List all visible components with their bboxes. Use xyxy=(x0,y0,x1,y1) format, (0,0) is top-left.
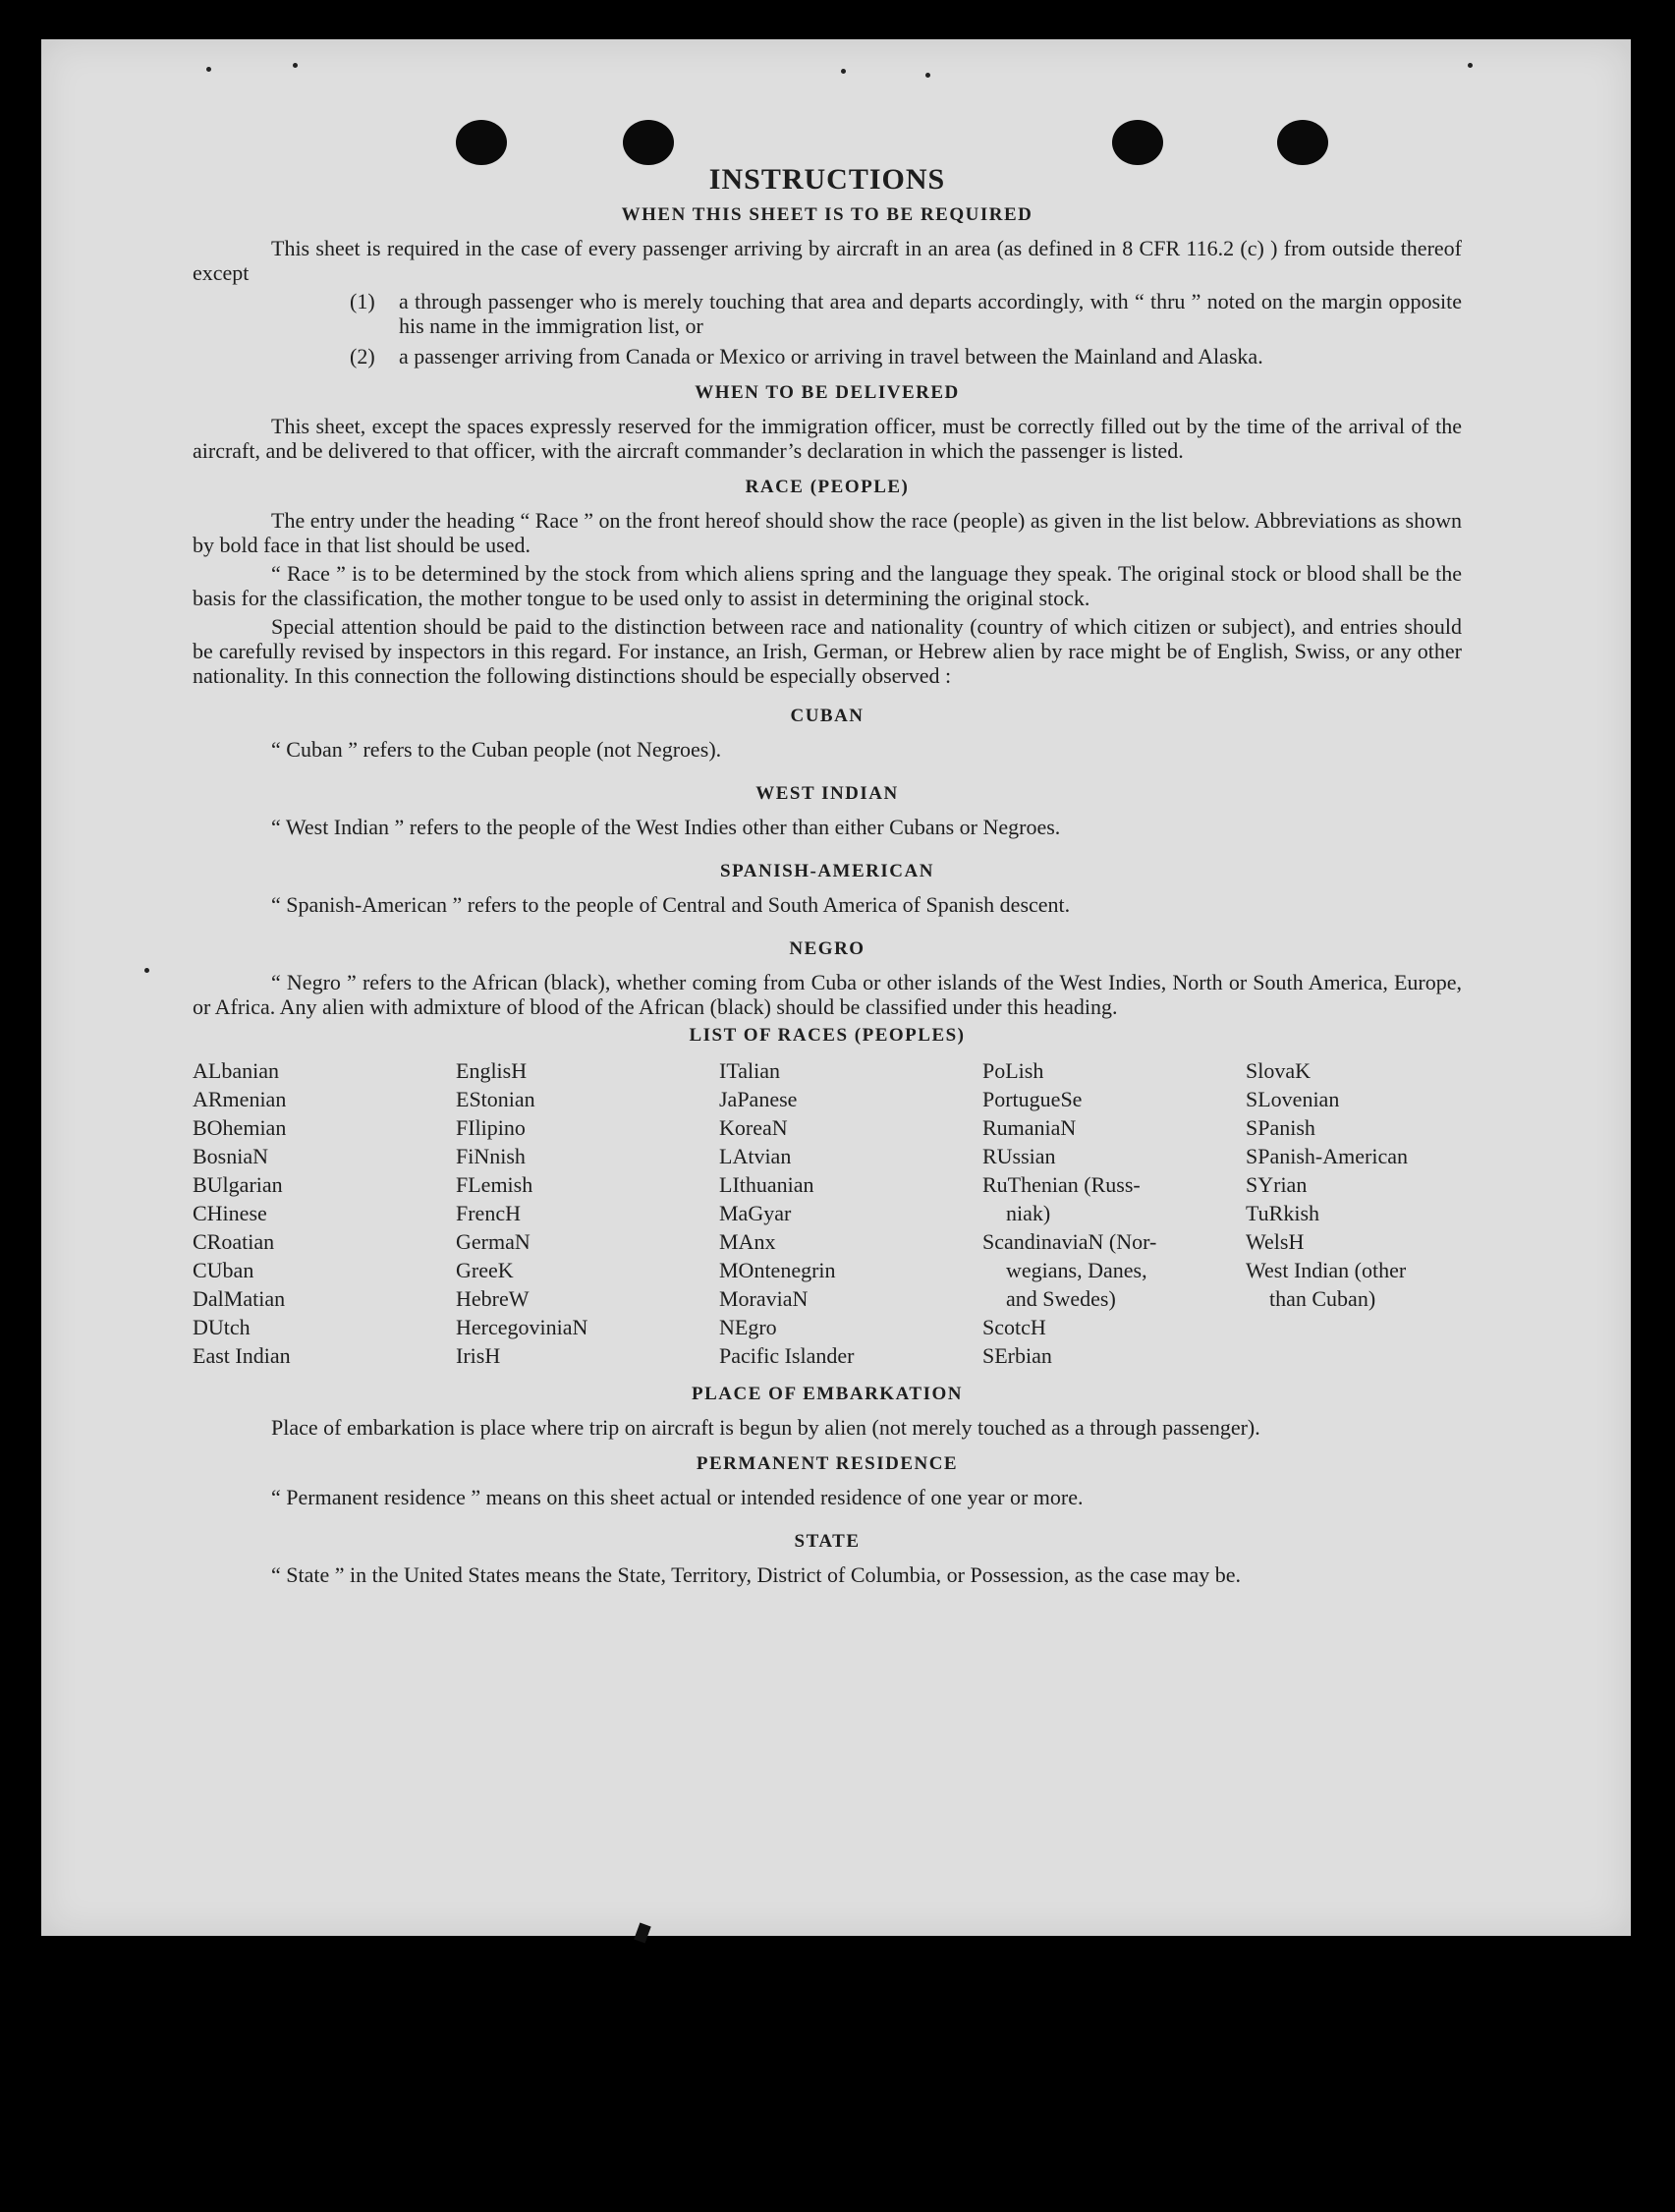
race-entry: WelsH xyxy=(1246,1229,1305,1254)
race-entry: PoLish xyxy=(982,1058,1044,1083)
race-entry: BUlgarian xyxy=(193,1172,283,1197)
instructions-content xyxy=(193,163,1462,1591)
race-entry: BOhemian xyxy=(193,1115,287,1140)
heading-when-delivered: WHEN TO BE DELIVERED xyxy=(695,382,960,403)
document-page xyxy=(41,39,1631,1936)
race-entry: FiNnish xyxy=(456,1144,526,1168)
when-delivered-text: This sheet, except the spaces expressly reserved for the immigration officer, must be correctly filled out by the time of the arrival of the aircraft, and be delivered to that officer, with the aircraft commander’s declaration in which the passenger is listed. xyxy=(193,414,1462,463)
race-entry: FrencH xyxy=(456,1201,521,1225)
race-entry: ScandinaviaN (Nor- xyxy=(982,1229,1157,1254)
spanish-american-text: “ Spanish-American ” refers to the people of Central and South America of Spanish descent. xyxy=(271,892,1071,917)
races-list xyxy=(193,1056,1462,1370)
permanent-residence-text: “ Permanent residence ” means on this sheet actual or intended residence of one year or more. xyxy=(271,1485,1084,1509)
heading-cuban: CUBAN xyxy=(790,706,865,726)
race-entry: SPanish xyxy=(1246,1115,1315,1140)
heading-negro: NEGRO xyxy=(789,938,865,959)
heading-race: RACE (PEOPLE) xyxy=(745,477,910,497)
speck xyxy=(841,69,846,74)
race-paragraph: “ Race ” is to be determined by the stock from which aliens spring and the language they speak. The original stock or blood shall be the basis for the classification, the mother tongue to be used only to assist in determining the original stock. xyxy=(193,561,1462,610)
race-entry: SYrian xyxy=(1246,1172,1308,1197)
race-entry: KoreaN xyxy=(719,1115,788,1140)
punch-hole xyxy=(1277,120,1328,165)
speck xyxy=(925,73,930,78)
speck xyxy=(206,67,211,72)
speck xyxy=(293,63,298,68)
item-text: a passenger arriving from Canada or Mexico or arriving in travel between the Mainland and Alaska. xyxy=(399,344,1263,369)
item-number: (2) xyxy=(350,344,375,369)
cuban-text: “ Cuban ” refers to the Cuban people (not Negroes). xyxy=(271,737,722,762)
race-entry: RUssian xyxy=(982,1144,1056,1168)
races-column xyxy=(456,1056,719,1370)
race-entry: ALbanian xyxy=(193,1058,279,1083)
race-entry: EStonian xyxy=(456,1087,535,1111)
race-entry: JaPanese xyxy=(719,1087,798,1111)
race-entry: MOntenegrin xyxy=(719,1258,836,1282)
heading-when-required: WHEN THIS SHEET IS TO BE REQUIRED xyxy=(621,204,1033,225)
heading-state: STATE xyxy=(794,1531,861,1552)
punch-hole xyxy=(623,120,674,165)
speck xyxy=(144,968,149,973)
race-entry: HercegoviniaN xyxy=(456,1315,588,1339)
race-entry: PortugueSe xyxy=(982,1087,1083,1111)
heading-permanent-residence: PERMANENT RESIDENCE xyxy=(696,1453,959,1474)
race-entry: SlovaK xyxy=(1246,1058,1311,1083)
negro-text: “ Negro ” refers to the African (black), whether coming from Cuba or other islands of the West Indies, North or South America, Europe, or Africa. Any alien with admixture of blood of the African (black) should be classified under this heading. xyxy=(193,970,1462,1019)
races-column xyxy=(982,1056,1246,1370)
embarkation-text: Place of embarkation is place where trip on aircraft is begun by alien (not merely touched as a through passenger). xyxy=(271,1415,1260,1440)
page-title: INSTRUCTIONS xyxy=(708,163,946,196)
race-entry: SErbian xyxy=(982,1343,1052,1368)
race-entry: HebreW xyxy=(456,1286,530,1311)
race-entry: FLemish xyxy=(456,1172,533,1197)
race-entry: RuThenian (Russ- xyxy=(982,1172,1141,1197)
exception-item xyxy=(350,344,1462,369)
punch-hole xyxy=(456,120,507,165)
race-entry: niak) xyxy=(1006,1201,1051,1225)
races-column xyxy=(193,1056,456,1370)
race-entry: CUban xyxy=(193,1258,254,1282)
race-entry: EnglisH xyxy=(456,1058,528,1083)
race-entry: GreeK xyxy=(456,1258,514,1282)
heading-west-indian: WEST INDIAN xyxy=(755,783,899,804)
race-paragraph: The entry under the heading “ Race ” on the front hereof should show the race (people) as given in the list below. Abbreviations as shown by bold face in that list should be used. xyxy=(193,508,1462,557)
exception-item xyxy=(350,289,1462,338)
race-entry: CHinese xyxy=(193,1201,267,1225)
race-entry: DalMatian xyxy=(193,1286,286,1311)
race-entry: DUtch xyxy=(193,1315,251,1339)
race-entry: IrisH xyxy=(456,1343,501,1368)
item-number: (1) xyxy=(350,289,375,313)
state-text: “ State ” in the United States means the State, Territory, District of Columbia, or Possession, as the case may be. xyxy=(271,1562,1242,1587)
speck xyxy=(1468,63,1473,68)
race-entry: ARmenian xyxy=(193,1087,287,1111)
when-required-intro: This sheet is required in the case of every passenger arriving by aircraft in an area (as defined in 8 CFR 116.2 (c) ) from outside thereof except xyxy=(193,236,1462,285)
race-paragraph: Special attention should be paid to the distinction between race and nationality (country of which citizen or subject), and entries should be carefully revised by inspectors in this regard. For instance, an Irish, German, or Hebrew alien by race might be of English, Swiss, or any other nationality. In this connection the following distinctions should be especially observed : xyxy=(193,614,1462,688)
west-indian-text: “ West Indian ” refers to the people of the West Indies other than either Cubans or Negroes. xyxy=(271,815,1061,839)
race-entry: ITalian xyxy=(719,1058,780,1083)
punch-hole xyxy=(1112,120,1163,165)
race-entry: FIlipino xyxy=(456,1115,526,1140)
race-entry: MoraviaN xyxy=(719,1286,809,1311)
race-entry: BosniaN xyxy=(193,1144,268,1168)
race-entry: wegians, Danes, xyxy=(1006,1258,1147,1282)
heading-spanish-american: SPANISH-AMERICAN xyxy=(720,861,934,881)
races-column xyxy=(1246,1056,1462,1370)
race-entry: TuRkish xyxy=(1246,1201,1320,1225)
race-entry: GermaN xyxy=(456,1229,530,1254)
race-entry: CRoatian xyxy=(193,1229,275,1254)
races-column xyxy=(719,1056,982,1370)
race-entry: than Cuban) xyxy=(1269,1286,1376,1311)
item-text: a through passenger who is merely touching that area and departs accordingly, with “ thru ” noted on the margin opposite his name in the immigration list, or xyxy=(399,289,1462,338)
race-entry: East Indian xyxy=(193,1343,291,1368)
race-entry: and Swedes) xyxy=(1006,1286,1116,1311)
race-entry: ScotcH xyxy=(982,1315,1046,1339)
race-entry: Pacific Islander xyxy=(719,1343,855,1368)
race-entry: RumaniaN xyxy=(982,1115,1077,1140)
race-entry: SLovenian xyxy=(1246,1087,1340,1111)
race-entry: LAtvian xyxy=(719,1144,792,1168)
race-entry: SPanish-American xyxy=(1246,1144,1408,1168)
heading-list-of-races: LIST OF RACES (PEOPLES) xyxy=(689,1025,966,1046)
race-entry: NEgro xyxy=(719,1315,777,1339)
race-entry: LIthuanian xyxy=(719,1172,814,1197)
heading-embarkation: PLACE OF EMBARKATION xyxy=(692,1384,963,1404)
race-entry: MaGyar xyxy=(719,1201,792,1225)
race-entry: West Indian (other xyxy=(1246,1258,1407,1282)
race-entry: MAnx xyxy=(719,1229,776,1254)
